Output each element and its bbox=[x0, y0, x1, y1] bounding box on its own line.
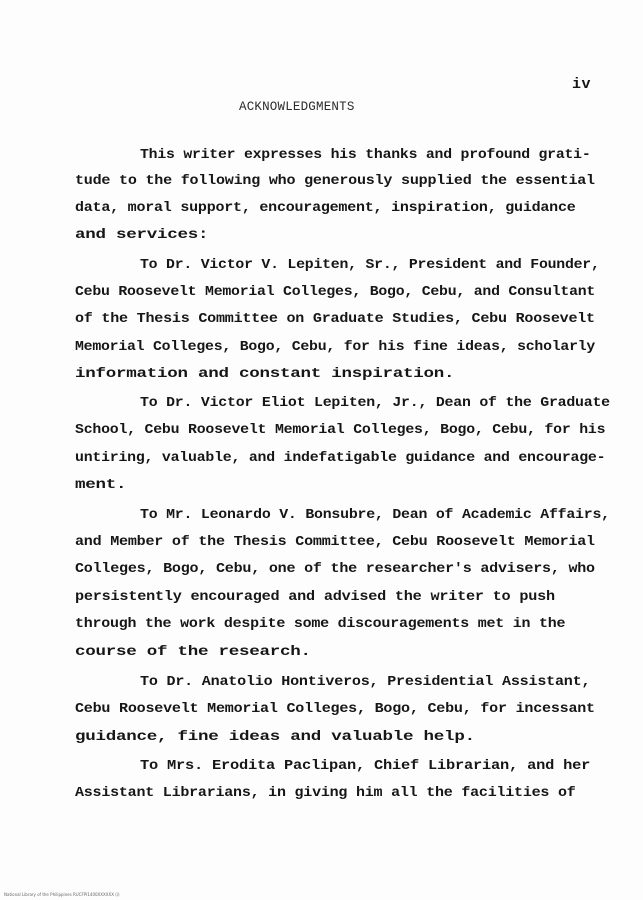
text-line: guidance, fine ideas and valuable help. bbox=[75, 729, 475, 745]
text-line: Cebu Roosevelt Memorial Colleges, Bogo, Cebu, for incessant bbox=[75, 701, 595, 717]
text-line: of the Thesis Committee on Graduate Studies, Cebu Roosevelt bbox=[75, 311, 595, 327]
text-line: through the work despite some discouragements met in the bbox=[75, 616, 566, 632]
text-line: To Dr. Anatolio Hontiveros, Presidential Assistant, bbox=[140, 674, 591, 690]
text-line: untiring, valuable, and indefatigable guidance and encourage- bbox=[75, 450, 606, 466]
text-line: Memorial Colleges, Bogo, Cebu, for his fine ideas, scholarly bbox=[75, 339, 596, 355]
text-line: information and constant inspiration. bbox=[75, 366, 455, 382]
text-line: To Dr. Victor Eliot Lepiten, Jr., Dean of the Graduate bbox=[140, 395, 610, 411]
text-line: and Member of the Thesis Committee, Cebu Roosevelt Memorial bbox=[75, 534, 595, 550]
text-line: Assistant Librarians, in giving him all the facilities of bbox=[75, 785, 576, 801]
text-line: This writer expresses his thanks and profound grati- bbox=[140, 147, 591, 163]
text-line: ment. bbox=[75, 477, 127, 493]
text-line: tude to the following who generously supplied the essential bbox=[75, 173, 595, 189]
page-title: ACKNOWLEDGMENTS bbox=[239, 100, 355, 114]
text-line: To Dr. Victor V. Lepiten, Sr., President and Founder, bbox=[140, 257, 600, 273]
footer-note: National Library of the Philippines RUCFPI1400XXXXXX (i) bbox=[4, 892, 120, 897]
text-line: School, Cebu Roosevelt Memorial Colleges, Bogo, Cebu, for his bbox=[75, 422, 606, 438]
text-line: and services: bbox=[75, 227, 209, 243]
text-line: To Mr. Leonardo V. Bonsubre, Dean of Academic Affairs, bbox=[140, 507, 610, 523]
page-number: iv bbox=[572, 76, 592, 93]
text-line: Cebu Roosevelt Memorial Colleges, Bogo, Cebu, and Consultant bbox=[75, 284, 596, 300]
text-line: course of the research. bbox=[75, 644, 311, 660]
text-line: Colleges, Bogo, Cebu, one of the researcher's advisers, who bbox=[75, 561, 595, 577]
text-line: persistently encouraged and advised the writer to push bbox=[75, 589, 555, 605]
text-line: data, moral support, encouragement, inspiration, guidance bbox=[75, 200, 576, 216]
text-line: To Mrs. Erodita Paclipan, Chief Librarian, and her bbox=[140, 758, 591, 774]
